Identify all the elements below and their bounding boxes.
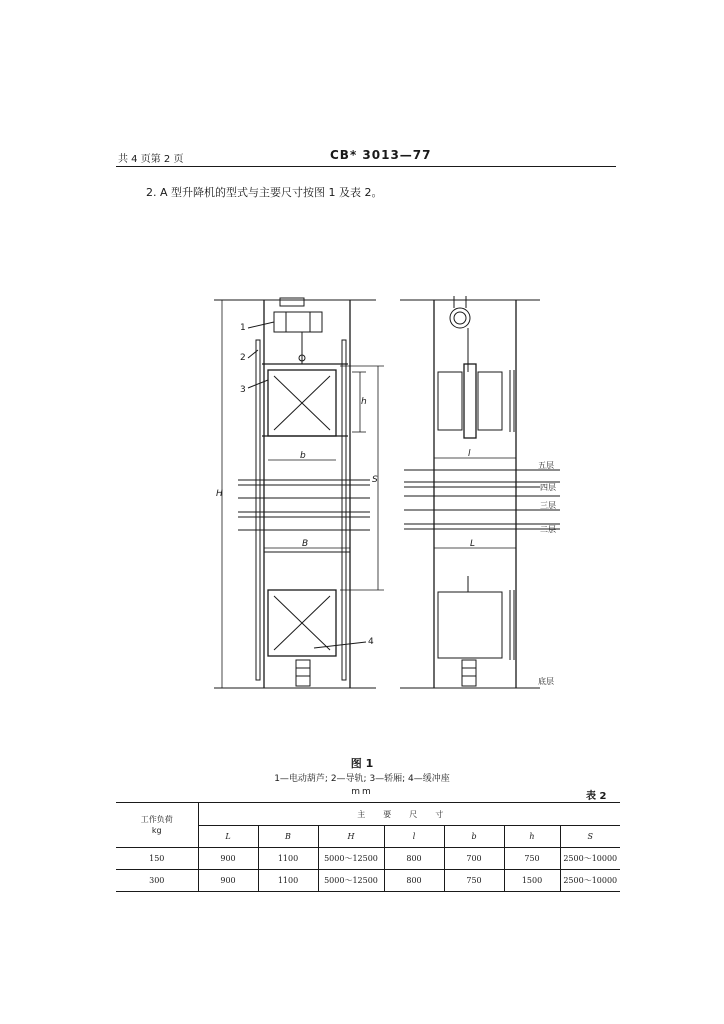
hoist-trolley <box>280 298 304 306</box>
floor-label-5: 五层 <box>538 461 554 470</box>
col-header-L: L <box>198 826 258 848</box>
col-header-h: h <box>504 826 560 848</box>
unit-label: mm <box>351 787 373 797</box>
floor-label-3: 三层 <box>540 501 556 510</box>
dimension-table <box>116 802 620 892</box>
cell-h: 1500 <box>504 870 560 892</box>
callout-2: 2 <box>240 353 246 363</box>
cell-S: 2500～10000 <box>560 870 620 892</box>
col-header-b: b <box>444 826 504 848</box>
table-header-row <box>116 803 620 826</box>
dim-label-S: S <box>372 475 378 485</box>
cell-L: 900 <box>198 870 258 892</box>
callout-3: 3 <box>240 385 246 395</box>
table-row <box>116 870 620 892</box>
side-car-door-left <box>438 372 462 430</box>
cell-L: 900 <box>198 848 258 870</box>
cell-S: 2500～10000 <box>560 848 620 870</box>
dim-label-h: h <box>361 397 367 407</box>
buffer-seat <box>296 660 310 686</box>
load-header-unit: kg <box>151 826 162 835</box>
side-car-frame <box>464 364 476 438</box>
figure-legend: 1—电动葫芦; 2—导轨; 3—轿厢; 4—缓冲座 <box>274 774 450 784</box>
dim-label-L: L <box>470 539 476 549</box>
col-header-S: S <box>560 826 620 848</box>
load-header-cell <box>116 803 198 848</box>
dim-label-b: b <box>300 451 306 461</box>
side-buffer-seat <box>462 660 476 686</box>
floor-label-2: 二层 <box>540 525 556 534</box>
standard-code: CB* 3013—77 <box>330 148 432 162</box>
dim-label-B: B <box>302 539 309 549</box>
cell-B: 1100 <box>258 848 318 870</box>
dim-label-H: H <box>216 489 223 499</box>
floor-label-ground: 底层 <box>538 677 554 686</box>
section-paragraph: 2. A 型升降机的型式与主要尺寸按图 1 及表 2。 <box>146 186 383 199</box>
callout-1: 1 <box>240 323 246 333</box>
dim-label-l: l <box>468 449 471 459</box>
col-header-l: l <box>384 826 444 848</box>
cell-H: 5000～12500 <box>318 870 384 892</box>
cell-H: 5000～12500 <box>318 848 384 870</box>
cell-b: 750 <box>444 870 504 892</box>
cell-b: 700 <box>444 848 504 870</box>
page-number: 共 4 页第 2 页 <box>118 154 184 165</box>
col-header-H: H <box>318 826 384 848</box>
pulley-icon <box>450 308 470 328</box>
group-header-cell: 主要尺寸 <box>198 803 620 826</box>
cell-l: 800 <box>384 848 444 870</box>
cell-h: 750 <box>504 848 560 870</box>
table-label: 表 2 <box>586 791 607 802</box>
row-load: 150 <box>116 848 198 870</box>
row-load: 300 <box>116 870 198 892</box>
col-header-B: B <box>258 826 318 848</box>
right-guide-rail <box>342 340 346 680</box>
callout-4: 4 <box>368 637 374 647</box>
load-header-label: 工作负荷 <box>140 815 173 824</box>
floor-label-4: 四层 <box>540 483 556 492</box>
left-guide-rail <box>256 340 260 680</box>
figure-title: 图 1 <box>350 757 374 770</box>
side-car-door-right <box>478 372 502 430</box>
hoist-body <box>274 312 322 332</box>
cell-B: 1100 <box>258 870 318 892</box>
side-car-lower <box>438 592 502 658</box>
cell-l: 800 <box>384 870 444 892</box>
table-row <box>116 848 620 870</box>
